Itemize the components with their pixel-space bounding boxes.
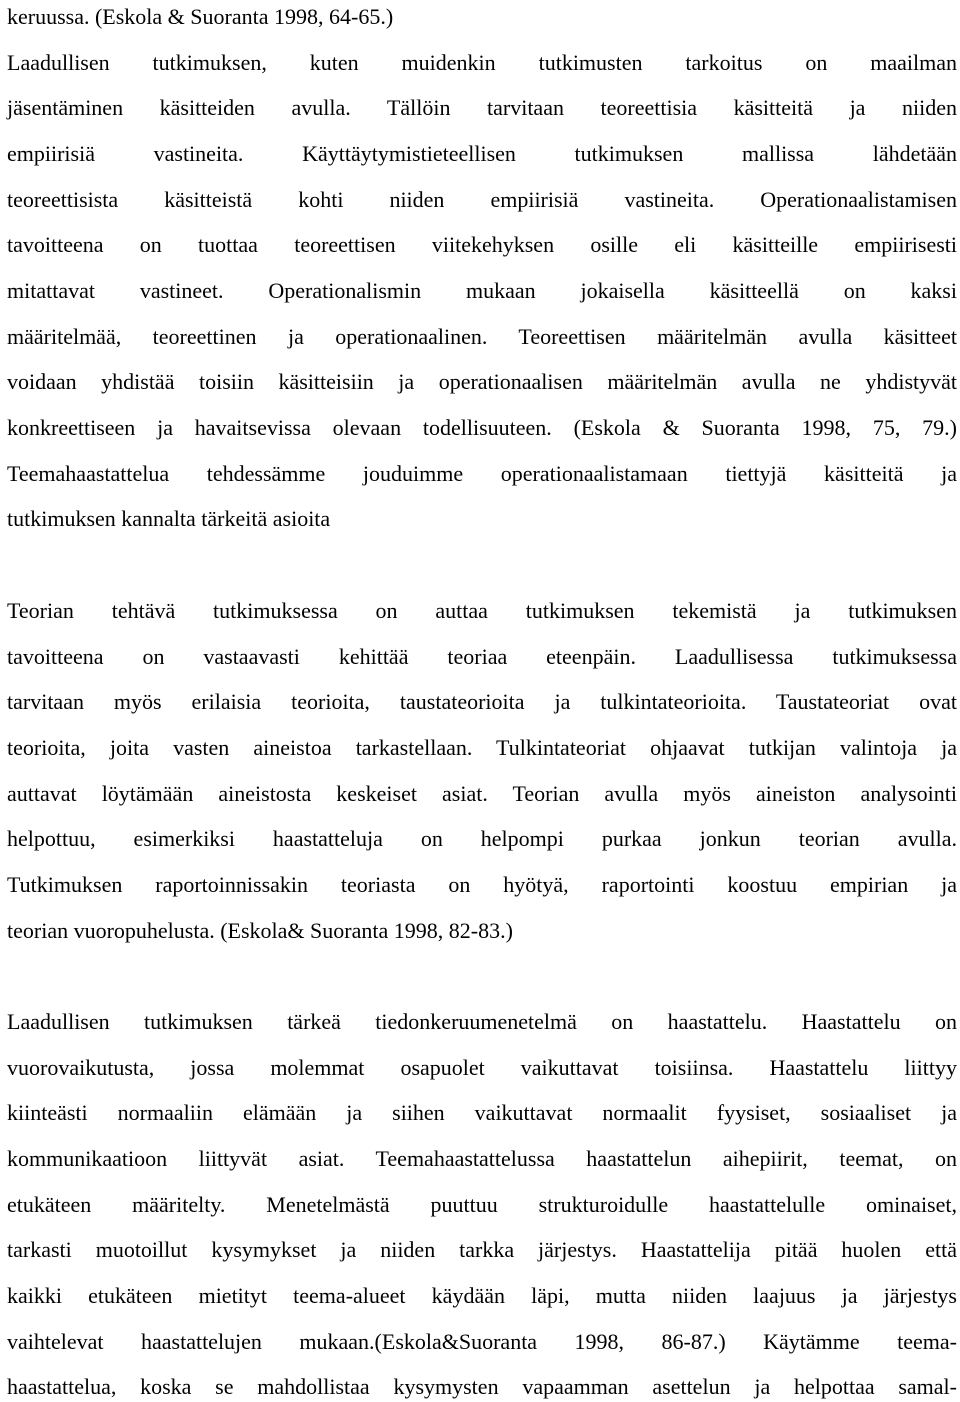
text-line: kaikki etukäteen mietityt teema-alueet käydään läpi, mutta niiden laajuus ja järjestys — [7, 1283, 957, 1308]
text-line: Teemahaastattelua tehdessämme jouduimme operationaalistamaan tiettyjä käsitteitä ja — [7, 461, 957, 486]
text-line: vuorovaikutusta, jossa molemmat osapuolet vaikuttavat toisiinsa. Haastattelu liittyy — [7, 1055, 957, 1080]
text-line: tavoitteena on tuottaa teoreettisen viitekehyksen osille eli käsitteille empiirisesti — [7, 232, 957, 257]
text-line: tarkasti muotoillut kysymykset ja niiden tarkka järjestys. Haastattelija pitää huolen että — [7, 1237, 957, 1262]
text-line: kiinteästi normaaliin elämään ja siihen vaikuttavat normaalit fyysiset, sosiaaliset ja — [7, 1100, 957, 1125]
text-line: Tutkimuksen raportoinnissakin teoriasta on hyötyä, raportointi koostuu empirian ja — [7, 872, 957, 897]
text-line: tutkimuksen kannalta tärkeitä asioita — [7, 506, 331, 531]
text-line: teorioita, joita vasten aineistoa tarkastellaan. Tulkintateoriat ohjaavat tutkijan valintoja ja — [7, 735, 957, 760]
text-line: konkreettiseen ja havaitsevissa olevaan todellisuuteen. (Eskola & Suoranta 1998, 75, 79.) — [7, 415, 957, 440]
text-line: haastattelua, koska se mahdollistaa kysymysten vapaamman asettelun ja helpottaa samal- — [7, 1374, 957, 1399]
text-line: etukäteen määritelty. Menetelmästä puuttuu strukturoidulle haastattelulle ominaiset, — [7, 1192, 957, 1217]
text-line: Laadullisen tutkimuksen tärkeä tiedonkeruumenetelmä on haastattelu. Haastattelu on — [7, 1009, 957, 1034]
text-line: määritelmää, teoreettinen ja operationaalinen. Teoreettisen määritelmän avulla käsitteet — [7, 324, 957, 349]
text-line: teoreettisista käsitteistä kohti niiden empiirisiä vastineita. Operationaalistamisen — [7, 187, 957, 212]
text-line: helpottuu, esimerkiksi haastatteluja on helpompi purkaa jonkun teorian avulla. — [7, 826, 957, 851]
text-line: empiirisiä vastineita. Käyttäytymistieteellisen tutkimuksen mallissa lähdetään — [7, 141, 957, 166]
text-line: tavoitteena on vastaavasti kehittää teoriaa eteenpäin. Laadullisessa tutkimuksessa — [7, 644, 957, 669]
text-line: keruussa. (Eskola & Suoranta 1998, 64-65.) — [7, 4, 394, 29]
text-line: voidaan yhdistää toisiin käsitteisiin ja operationaalisen määritelmän avulla ne yhdistyvät — [7, 369, 957, 394]
text-line: teorian vuoropuhelusta. (Eskola& Suoranta 1998, 82-83.) — [7, 918, 513, 943]
text-line: Teorian tehtävä tutkimuksessa on auttaa tutkimuksen tekemistä ja tutkimuksen — [7, 598, 957, 623]
text-line: mitattavat vastineet. Operationalismin mukaan jokaisella käsitteellä on kaksi — [7, 278, 957, 303]
text-line: auttavat löytämään aineistosta keskeiset asiat. Teorian avulla myös aineiston analysointi — [7, 781, 957, 806]
text-line: tarvitaan myös erilaisia teorioita, taustateorioita ja tulkintateorioita. Taustateoriat ovat — [7, 689, 957, 714]
text-line: kommunikaatioon liittyvät asiat. Teemahaastattelussa haastattelun aihepiirit, teemat, on — [7, 1146, 957, 1171]
text-line: Laadullisen tutkimuksen, kuten muidenkin tutkimusten tarkoitus on maailman — [7, 50, 957, 75]
text-line: jäsentäminen käsitteiden avulla. Tällöin tarvitaan teoreettisia käsitteitä ja niiden — [7, 95, 957, 120]
text-line: vaihtelevat haastattelujen mukaan.(Eskola&Suoranta 1998, 86-87.) Käytämme teema- — [7, 1329, 957, 1354]
